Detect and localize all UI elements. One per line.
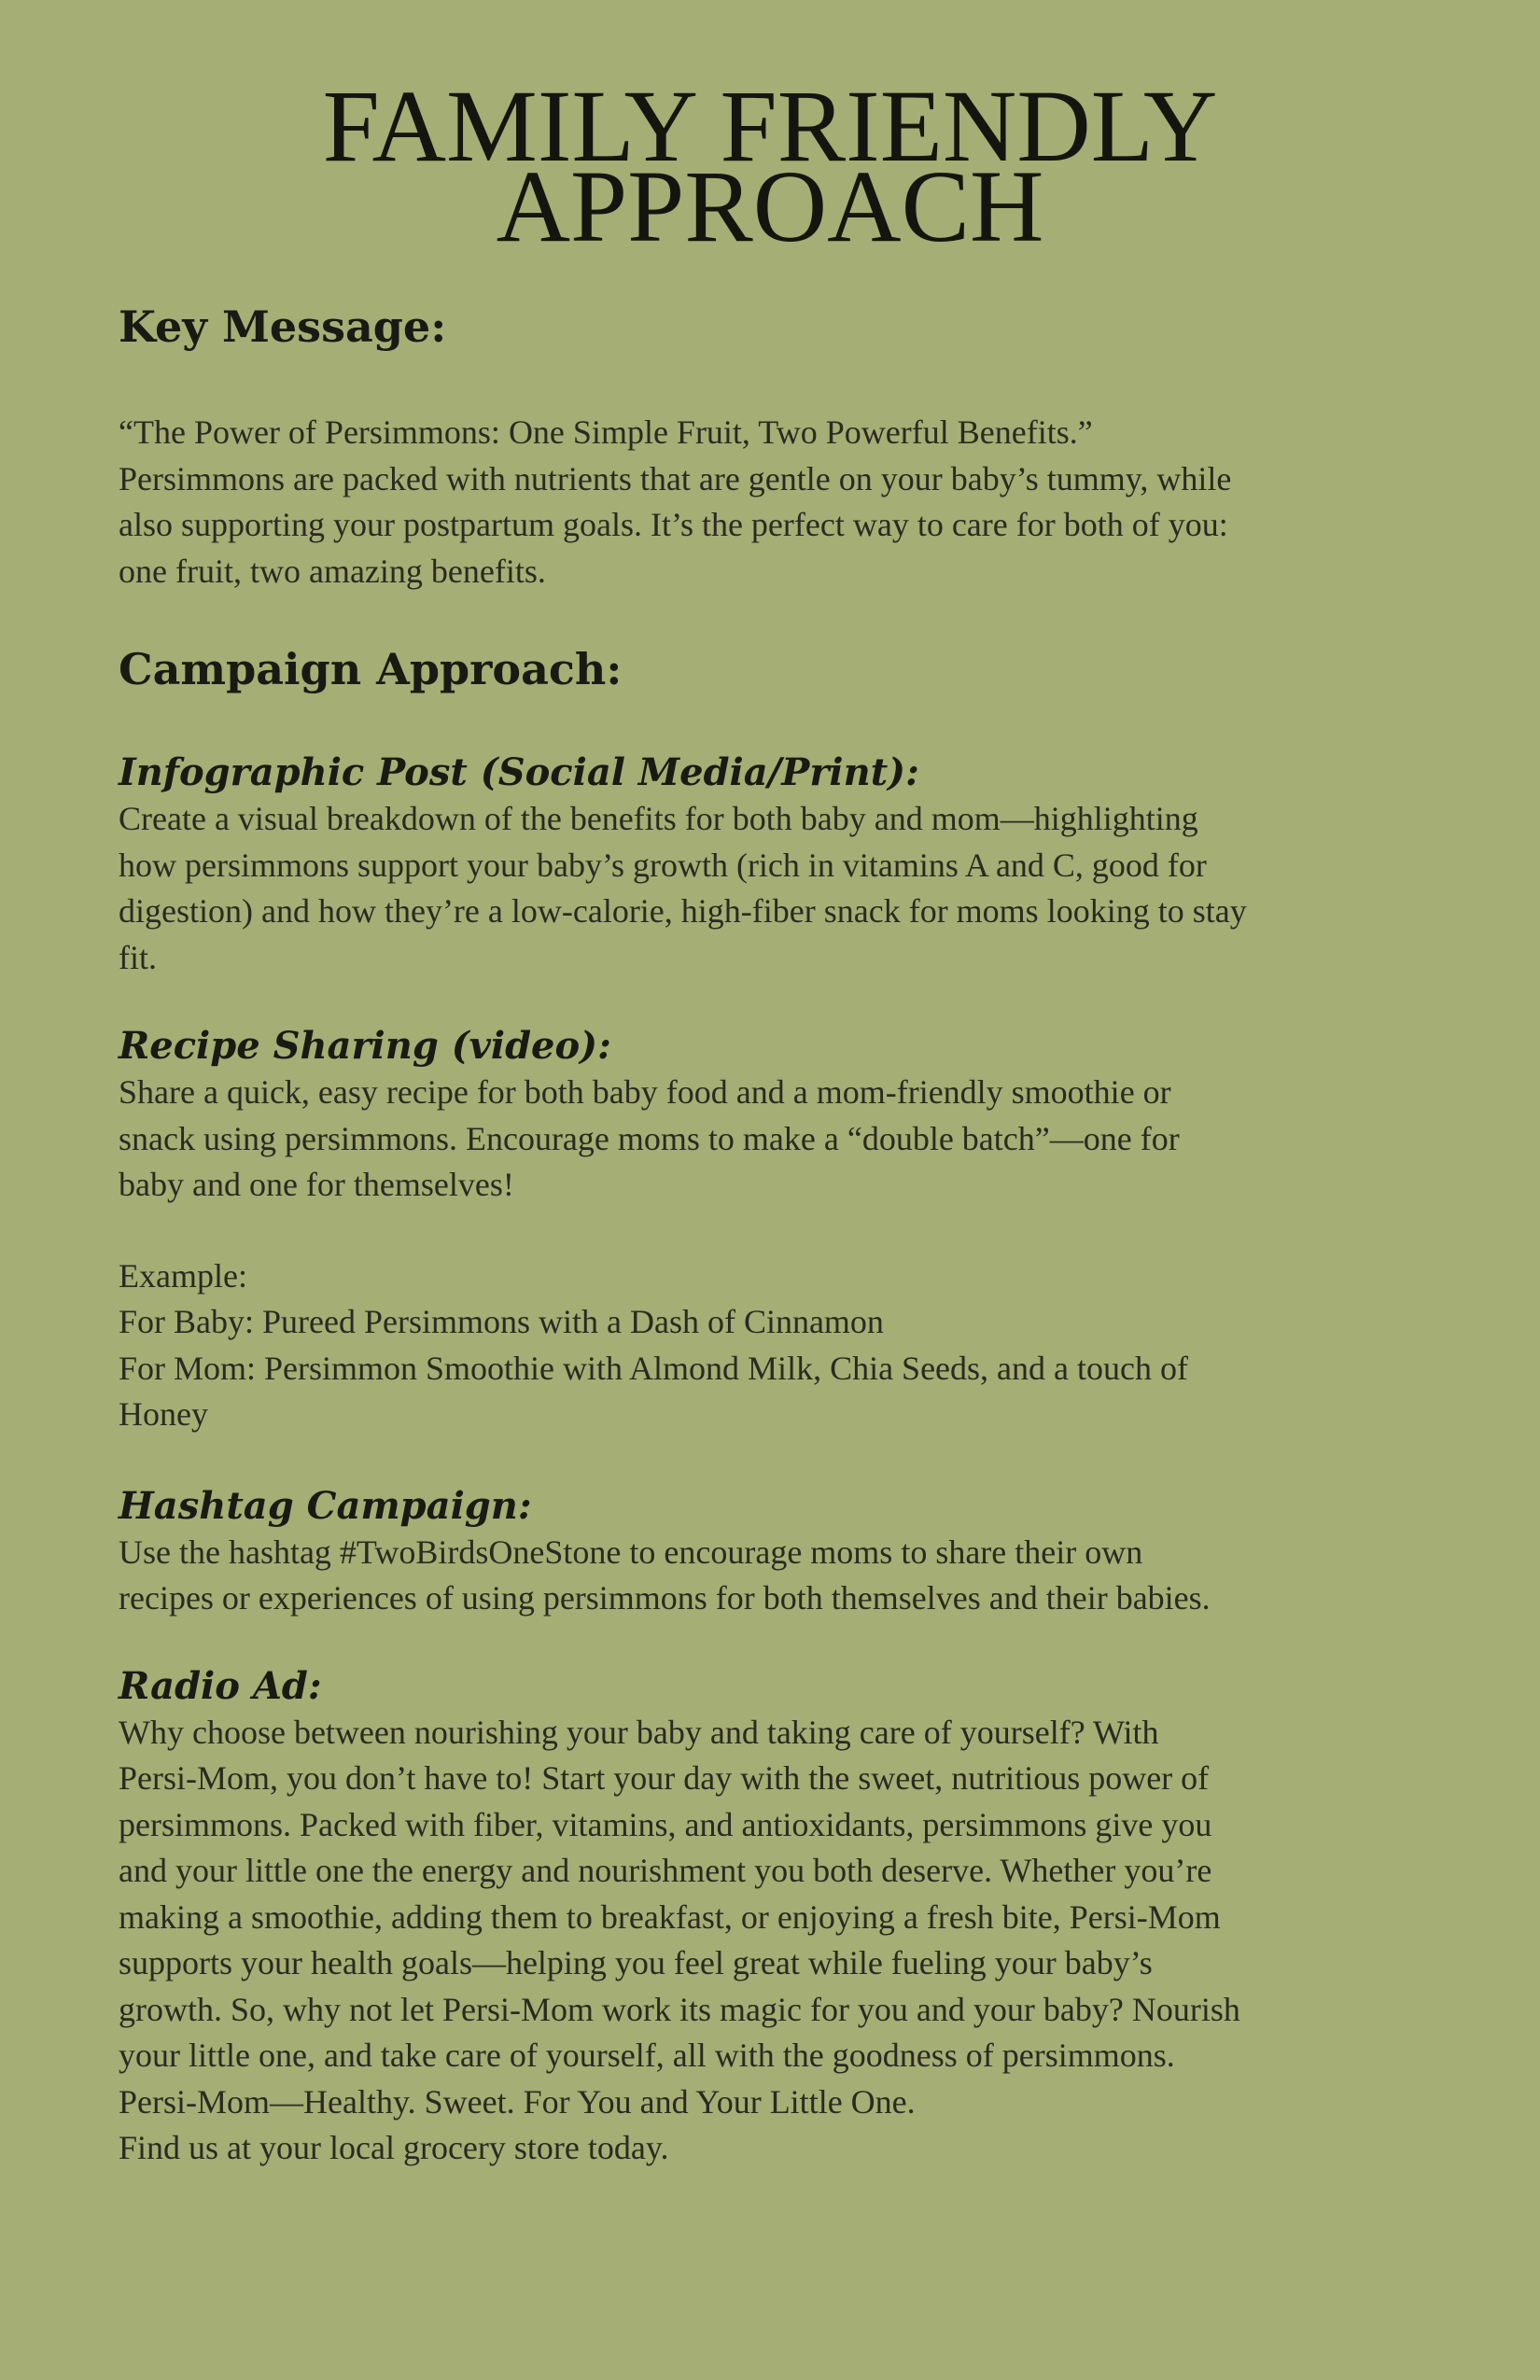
radio-line: Why choose between nourishing your baby and taking care of yourself? With [119,1713,1159,1751]
recipe-example [119,1253,1425,1438]
hashtag-campaign-body [119,1530,1425,1622]
recipe-sharing-heading: Recipe Sharing (video): [119,1024,611,1068]
radio-line: and your little one the energy and nourishment you both deserve. Whether you’re [119,1852,1212,1889]
hashtag-line: Use the hashtag #TwoBirdsOneStone to encourage moms to share their own [119,1533,1143,1571]
infographic-body [119,796,1425,981]
radio-ad-body [119,1710,1425,2172]
key-message-line: “The Power of Persimmons: One Simple Fruit, Two Powerful Benefits.” [119,413,1093,451]
radio-line: making a smoothie, adding them to breakfast, or enjoying a fresh bite, Persi-Mom [119,1897,1221,1936]
example-line: For Mom: Persimmon Smoothie with Almond Milk, Chia Seeds, and a touch of [119,1349,1188,1387]
key-message-line: Persimmons are packed with nutrients that are gentle on your baby’s tummy, while [119,459,1232,497]
example-line: Honey [119,1395,208,1433]
page-title [0,69,1540,263]
page-title-line-2: APPROACH [496,149,1044,263]
radio-line: Persi-Mom, you don’t have to! Start your day with the sweet, nutritious power of [119,1759,1210,1797]
infographic-line: Create a visual breakdown of the benefits for both baby and mom—highlighting [119,800,1198,837]
recipe-sharing-body [119,1070,1425,1209]
page-title-line-1: FAMILY FRIENDLY [322,69,1218,183]
key-message-line: also supporting your postpartum goals. It’s the perfect way to care for both of you: [119,506,1228,543]
key-message-heading: Key Message: [119,301,447,352]
key-message-body [119,410,1425,595]
radio-line: growth. So, why not let Persi-Mom work its magic for you and your baby? Nourish [119,1990,1240,2028]
radio-line: your little one, and take care of yourself, all with the goodness of persimmons. [119,2037,1175,2074]
hashtag-campaign-heading: Hashtag Campaign: [119,1483,532,1528]
radio-line: supports your health goals—helping you feel great while fueling your baby’s [119,1944,1153,1981]
recipe-line: snack using persimmons. Encourage moms to make a “double batch”—one for [119,1119,1180,1157]
hashtag-line: recipes or experiences of using persimmons for both themselves and their babies. [119,1579,1211,1617]
radio-ad-heading: Radio Ad: [119,1663,322,1708]
radio-line: Find us at your local grocery store today. [119,2129,669,2166]
infographic-line: fit. [119,938,157,976]
example-line: For Baby: Pureed Persimmons with a Dash of Cinnamon [119,1303,884,1340]
key-message-line: one fruit, two amazing benefits. [119,552,546,590]
infographic-line: how persimmons support your baby’s growth (rich in vitamins A and C, good for [119,846,1207,884]
recipe-line: baby and one for themselves! [119,1166,514,1203]
example-label: Example: [119,1256,247,1295]
infographic-heading: Infographic Post (Social Media/Print): [119,750,919,794]
radio-line: persimmons. Packed with fiber, vitamins, and antioxidants, persimmons give you [119,1805,1212,1843]
campaign-approach-heading: Campaign Approach: [119,644,623,694]
content [119,299,1425,2172]
infographic-line: digestion) and how they’re a low-calorie, high-fiber snack for moms looking to stay [119,892,1247,930]
recipe-line: Share a quick, easy recipe for both baby food and a mom-friendly smoothie or [119,1073,1171,1111]
radio-line: Persi-Mom—Healthy. Sweet. For You and Your Little One. [119,2082,916,2121]
